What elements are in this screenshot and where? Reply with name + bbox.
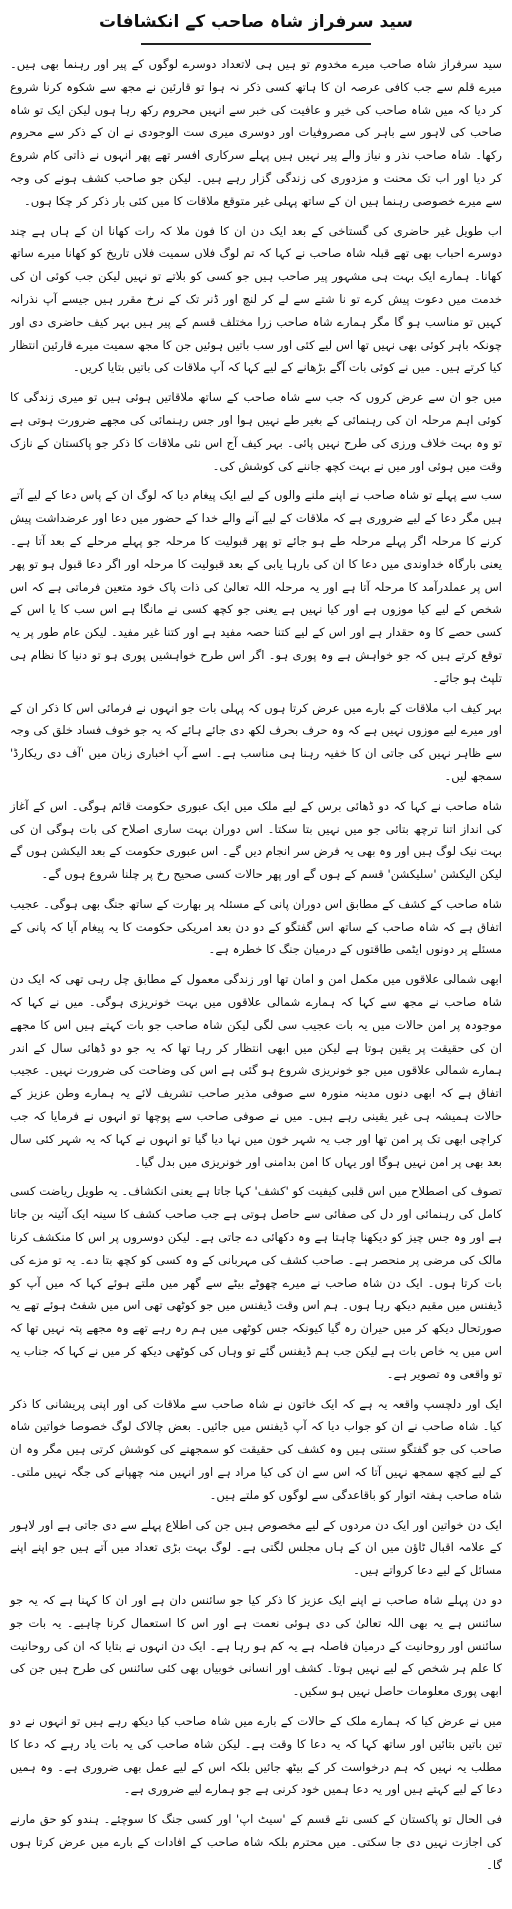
article-paragraph: میں نے عرض کیا کہ ہمارے ملک کے حالات کے بارے میں شاہ صاحب کیا دیکھ رہے ہیں تو انہوں نے دو تین باتیں بتائیں اور ساتھ کہا کہ یہ دعا کا وقت ہے۔ لیکن شاہ صاحب کی یہ بات یاد رہے کہ دعا کا مطلب یہ نہیں کہ ہم درخواست کر کے بیٹھ جائیں بلکہ اس کے لیے عمل بھی ضروری ہے۔ وہ ہمیں دعا کے لیے کہتے ہیں اور یہ دعا ہمیں خود کرنی ہے جو ہمارے لیے ضروری ہے۔ — [10, 1713, 502, 1797]
article-paragraph: شاہ صاحب نے کہا کہ دو ڈھائی برس کے لیے ملک میں ایک عبوری حکومت قائم ہوگی۔ اس کے آغاز کی انداز اتنا ترچھ بتائی جو میں نہیں بتا سکتا۔ اس دوران بہت ساری اصلاح کی بات ہوگی ان کی بہت نیک لوگ ہیں اور وہ بھی یہ فرض سر انجام دیں گے۔ اس عبوری حکومت کے بعد الیکشن ہوں گے لیکن الیکشن 'سلیکشن' قسم کے ہوں گے اور پھر حالات کسی صحیح رخ پر چلنا شروع ہوں گے۔ — [10, 798, 502, 882]
article-headline: سید سرفراز شاہ صاحب کے انکشافات — [98, 12, 414, 32]
article-paragraph: شاہ صاحب کے کشف کے مطابق اس دوران پانی کے مسئلہ پر بھارت کے ساتھ جنگ بھی ہوگی۔ عجیب اتفاق ہے کہ شاہ صاحب کے ساتھ اس گفتگو کے دو دن بعد امریکی حکومت کا یہ پیغام آیا کہ پانی کے مسئلے پر دونوں ایٹمی طاقتوں کے درمیان جنگ کا خطرہ ہے۔ — [10, 896, 502, 957]
article-paragraph: تصوف کی اصطلاح میں اس قلبی کیفیت کو 'کشف' کہا جاتا ہے یعنی انکشاف۔ یہ طویل ریاضت کسی کامل کی رہنمائی اور دل کی صفائی سے حاصل ہوتی ہے جب صاحب کشف کا سینہ ایک آئینہ بن جاتا ہے اور وہ جس چیز کو دیکھنا چاہتا ہے وہ دکھائی دے جاتی ہے۔ لیکن دوسروں پر اس کا منکشف کرنا مالک کی مرضی پر منحصر ہے۔ صاحب کشف کی مہربانی کے وہ کسی کو کچھ بتا دے۔ یہ تو مزے کی بات کرتا ہوں۔ ایک دن شاہ صاحب نے میرے چھوٹے بیٹے سے گھر میں ملتے ہوئے کہا کہ میں آپ کو ڈیفنس میں مقیم دیکھ رہا ہوں۔ ہم اس وقت ڈیفنس میں جو کوٹھی تھی اس میں شفٹ ہوئے تھے یہ صورتحال دیکھ کر میں حیران رہ گیا کیونکہ جس کوٹھی میں ہم رہ رہے تھے وہ مجھے پتہ نہیں تھا کہ اس میں یہ خاص بات ہے لیکن جب ہم ڈیفنس گئے تو وہاں کی کوٹھی دیکھ کر میں نے کہا کہ جناب یہ تو واقعی وہ تصویر ہے۔ — [10, 1184, 502, 1381]
article-paragraph: دو دن پہلے شاہ صاحب نے اپنے ایک عزیز کا ذکر کیا جو سائنس دان ہے اور ان کا کہنا ہے کہ یہ جو سائنس ہے یہ بھی اللہ تعالیٰ کی دی ہوئی نعمت ہے اور اس کا استعمال کرنا چاہیے۔ یہ بات جو سائنس اور روحانیت کے درمیان فاصلہ ہے یہ کم ہو رہا ہے۔ ایک دن انہوں نے بتایا کہ ان کی روحانیت کا علم ہر شخص کے لیے نہیں ہوتا۔ کشف اور انسانی خوبیاں بھی کئی سائنس کی طرح ہیں جن کی ابھی پوری معلومات حاصل نہیں ہو سکیں۔ — [10, 1593, 502, 1699]
article-paragraph: ایک اور دلچسپ واقعہ یہ ہے کہ ایک خاتون نے شاہ صاحب سے ملاقات کی اور اپنی پریشانی کا ذکر کیا۔ شاہ صاحب نے ان کو جواب دیا کہ آپ ڈیفنس میں جائیں۔ بعض چالاک لوگ خصوصا خواتین شاہ صاحب کی جو گفتگو سنتی ہیں وہ کشف کی حقیقت کو سمجھنے کی کوشش کرتی ہیں مگر وہ ان کے لیے کچھ سمجھ نہیں آتا کہ اس سے ان کی کیا مراد ہے اور انہیں منہ چھپانے کی جگہ نہیں ملتی۔ شاہ صاحب ہفتہ اتوار کو باقاعدگی سے لوگوں کو ملتے ہیں۔ — [10, 1396, 502, 1502]
article-paragraph: ابھی شمالی علاقوں میں مکمل امن و امان تھا اور زندگی معمول کے مطابق چل رہی تھی کہ ایک دن شاہ صاحب نے مجھ سے کہا کہ ہمارے شمالی علاقوں میں بہت خونریزی ہوگی۔ میں نے کہا کہ موجودہ پر امن حالات میں یہ بات عجیب سی لگی لیکن شاہ صاحب جو بات کہتے ہیں اس کا مجھے ان کی حقیقت پر یقین ہوتا ہے لیکن میں ابھی انتظار کر رہا تھا کہ یہ جو دو ڈھائی سال کے اندر ہمارے شمالی علاقوں میں جو خونریزی شروع ہو گئی ہے اس کی وضاحت کی ضرورت نہیں۔ عجیب اتفاق ہے کہ ابھی دنوں مدینہ منورہ سے صوفی مذیر صاحب تشریف لائے یہ ہمارے وطن عزیز کے حالات ہمیشہ ہی غیر یقینی رہے ہیں۔ میں نے صوفی صاحب سے پوچھا تو انہوں نے فرمایا کہ جب کراچی ابھی تک پر امن تھا اور جب یہ شہر خون میں نہا دیا گیا تو انہوں نے کہا کہ یہ شہر کئی سال بعد بھی پر امن نہیں ہوگا اور یہاں کا امن بدامنی اور خونریزی میں بدل گیا۔ — [10, 972, 502, 1169]
article-paragraph: فی الحال تو پاکستان کے کسی نئے قسم کے 'سیٹ اپ' اور کسی جنگ کا سوچئے۔ ہندو کو حق مارنے کی اجازت نہیں دی جا سکتی۔ میں محترم بلکہ شاہ صاحب کے افادات کے بارے میں عرض کرتا ہوں گا۔ — [10, 1812, 502, 1872]
article-paragraph: سب سے پہلے تو شاہ صاحب نے اپنے ملنے والوں کے لیے ایک پیغام دیا کہ لوگ ان کے پاس دعا کے لیے آتے ہیں مگر دعا کے لیے ضروری ہے کہ ملاقات کے لیے آنے والے خدا کے حضور میں دعا اور عرضداشت پیش کرنے کا مرحلہ اگر پہلے مرحلہ طے ہو جائے تو پھر قبولیت کا مرحلہ جو پہلے مرحلے کے بعد آتا ہے۔ یعنی بارگاہ خداوندی میں دعا کا ان کی بارہا یابی کے بعد قبولیت کا مرحلہ اور اگر دعا قبول ہو تو پھر اس پر عملدرآمد کا مرحلہ آتا ہے اور یہ مرحلہ اللہ تعالیٰ کی ذات پاک خود متعین فرماتی ہے کہ اس شخص کے لیے کیا موزوں ہے اور کیا نہیں ہے یعنی جو کچھ کسی نے مانگا ہے اس سب کا یا اس کے کسی حصے کا وہ حقدار ہے اور اس کے لیے کتنا حصہ مفید ہے اور کتنا غیر مفید۔ لیکن عام طور پر یہ توقع کرتے ہیں کہ جو خواہش ہے وہ پوری ہو۔ اگر اس طرح خواہشیں پوری ہو تو دنیا کا نظام ہی تلپٹ ہو جائے۔ — [10, 488, 502, 685]
article-body — [10, 53, 502, 1877]
article-paragraph: میں جو ان سے عرض کروں کہ جب سے شاہ صاحب کے ساتھ ملاقاتیں ہوئی ہیں تو میری زندگی کا کوئی اہم مرحلہ ان کی رہنمائی کے بغیر طے نہیں ہوا اور جس رہنمائی کی مجھے ضرورت ہوتی ہے تو وہ بہت خلاف ورزی کی طرح نہیں پائی۔ بہر کیف آج اس نئی ملاقات کا ذکر جو پاکستان کے نازک وقت میں ہوئی اور میں نے بہت کچھ جاننے کی کوشش کی۔ — [10, 390, 502, 473]
article-paragraph: بہر کیف اب ملاقات کے بارے میں عرض کرتا ہوں کہ پہلی بات جو انہوں نے فرمائی اس کا ذکر ان کے اور میرے لیے موزوں نہیں ہے کہ وہ حرف بحرف لکھ دی جائے ہائے کہ یہ جو خوف فساد خلق کی وجہ سے ظاہر نہیں کی جاتی ان کا خفیہ رہنا ہی مناسب ہے۔ اسے آپ اخباری زبان میں 'آف دی ریکارڈ' سمجھ لیں۔ — [10, 700, 502, 783]
headline-underline — [141, 43, 371, 45]
article-paragraph: سید سرفراز شاہ صاحب میرے مخدوم تو ہیں ہی لاتعداد دوسرے لوگوں کے پیر اور رہنما بھی ہیں۔ میرے قلم سے جب کافی عرصہ ان کا ہاتھ کسی ذکر نہ ہوا تو قارئین نے مجھ سے شکوہ کرنا شروع کر دیا کہ میں شاہ صاحب کی خیر و عافیت کی خبر سے انہیں محروم رکھ رہا ہوں لیکن ایک تو شاہ صاحب کی لاہور سے باہر کی مصروفیات اور دوسری میری ست الوجودی نے ان کے ذکر سے محروم رکھا۔ شاہ صاحب نذر و نیاز والے پیر نہیں ہیں پہلے سرکاری افسر تھے پھر انہوں نے ذاتی کام شروع کر دیا اور اب تک محنت و مزدوری کی زندگی گزار رہے ہیں۔ لیکن جو صاحب کشف ہونے کی وجہ سے میرے خصوصی رہنما ہیں ان کے ساتھ پہلی غیر متوقع ملاقات کا میں کئی بار ذکر کر چکا ہوں۔ — [10, 57, 502, 208]
article-paragraph: ایک دن خواتین اور ایک دن مردوں کے لیے مخصوص ہیں جن کی اطلاع پہلے سے دی جاتی ہے اور لاہور کے علامہ اقبال ٹاؤن میں ان کے ہاں مجلس لگتی ہے۔ لوگ بہت بڑی تعداد میں آتے ہیں جو اپنے اپنے مسائل کے لیے دعا کرواتے ہیں۔ — [10, 1517, 502, 1578]
article-paragraph: اب طویل غیر حاضری کی گستاخی کے بعد ایک دن ان کا فون ملا کہ رات کھانا ان کے ہاں ہے چند دوسرے احباب بھی تھے قبلہ شاہ صاحب نے کہا کہ تم لوگ فلاں سمیت فلاں تاریخ کو کھانا میرے ساتھ کھانا۔ ہمارے ایک بہت ہی مشہور پیر صاحب ہیں جو کسی کو بلاتے تو نہیں لیکن جب کوئی ان کی خدمت میں دعوت پیش کرے تو نا شتے سے لے کر لنچ اور ڈنر تک کے نرخ مقرر ہیں جیسے آپ نذرانہ کہیں تو مناسب ہو گا مگر ہمارے شاہ صاحب زرا مختلف قسم کے پیر ہیں بہر کیف حاضری دی اور چونکہ باہر کوئی بھی نہیں تھا اس لیے کئی اور سب باتیں ہوئیں جن کا مجھ سمیت میرے قارئین انتظار کیا کرتے ہیں۔ میں نے کوئی بات آگے بڑھانے کے لیے کہا کہ آپ ملاقات کی باتیں بتایا کریں۔ — [10, 223, 502, 375]
